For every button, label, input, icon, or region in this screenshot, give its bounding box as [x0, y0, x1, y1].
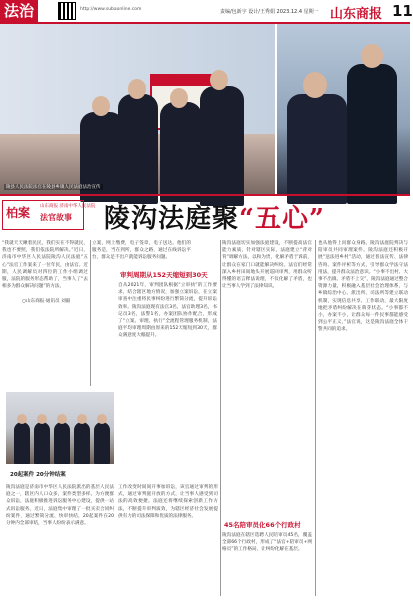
column-logo: 柏案	[6, 206, 31, 220]
headline-prefix: 陵沟法庭聚	[104, 204, 240, 234]
column-2-top: 立案，网上缴费，电子签章，电子送达。他们的服务是，当在到所，群众之路，通过在线诉讼平台，群众足不出户就能诉讼服务问题。	[92, 241, 191, 261]
column-rule	[220, 240, 221, 596]
column-4-body: 也从他得上问群众身路。陵沟法庭院判决与陪审员共同审理案件。陵沟法庭还积极开展“送法进乡村”活动，通过普法宣传、法律咨询、案件评析等方式，引导群众学法守法用法，提升群众法治意识。“小事不出村、大事不出镇、矛盾不上交”，陵沟法庭通过整合资源力量，积极融入基层社会治理体系，与乡镇综治中心、派出所、司法所等建立联动机制，实现信息共享、工作联动，最大限度地把矛盾纠纷解决在萌芽状态。“小事都不小，办案不小，让群众每一件民事都能感受到公平正义，”法官说，这是陵沟法庭全体干警共同的追求。	[318, 241, 408, 333]
headline-accent: “五心”	[239, 204, 325, 234]
main-photo-caption: 陵县人民法院法官在陵县乡镇人民法庭法治宣传	[6, 185, 101, 190]
main-photo	[0, 24, 275, 194]
section-tab: 法治	[0, 0, 38, 22]
masthead-paper-name: 山东商报	[330, 7, 383, 22]
subhead-2: 45名陪审员化66个行政村	[224, 521, 301, 529]
lower-left-body: 陵沟法庭是济南市中华区人民法院派出的基层人民法庭之一，辖区内人口众多，案件类型多样。为方便群众诉讼，法庭积极推进诉讼服务中心建设，提供一站式诉讼服务。近日，法庭集中审理了一批买卖合同纠纷案件，通过繁简分流、快审快结，20起案件在20分钟内全部审结，当事人纷纷表示满意。	[6, 485, 114, 527]
column-3-lower: 陵沟法庭在辖区选聘人民陪审员45名，覆盖全部66个行政村，形成了“法官+陪审员+网格员”的工作格局，让纠纷化解在基层。	[222, 533, 312, 553]
masthead-info: 责编/包新宇 设计/王秀娟 2023.12.4 星期一	[220, 9, 319, 15]
column-2-body: 自从2021年，审判团队根据“立审执”的工作要求，结合辖区地方情况，加强立案诉讼，在立案审查中注重将民事纠纷进行繁简分流，提升诉讼效率。陵沟法庭现有法官3名，法官助理3名，书记员3名，法警1名，办案团队协作配合，形成了“立案、审理、执行”全流程管理服务机制，法庭平均审理周期由原来的152天缩短到30天，群众满意度大幅提升。	[118, 283, 217, 339]
subhead-1: 审判周期从152天缩短到30天	[120, 271, 208, 279]
page-number: 11	[392, 2, 413, 20]
column-3-body: 陵沟法庭切实加强法庭建设，不断提高法官能力素质，针对辖区实际，法庭建立“背对背”调解方法，以和为贵，化解矛盾于诉前，让群众在家门口就能解决纠纷。法官们经常深入乡村田间地头开展巡回审判，用群众听得懂的语言释法说理，不仅化解了矛盾，也让当事人学到了法律知识。	[222, 241, 312, 290]
lead-paragraph: “我就天天瞅着民民，我们实在不得就民，我也不要照，我们依法院所解决。”近日，济南市中华区人民法院陵沟人民法庭“五心”法官工作案来了一位年民，由法官。近期，人民调解员对四位的工作小组调过服，法院的服务形态帮助了，当事人了“去相多为群众解决问题”的方法，	[2, 241, 88, 290]
byline: ○山东商报·通讯员 刘毅	[22, 299, 71, 304]
column-logo-sub: 山东商报 济南中华人民法院	[40, 204, 96, 209]
small-photo	[6, 392, 114, 464]
column-rule	[315, 240, 316, 596]
divider	[0, 194, 410, 196]
right-photo	[277, 24, 410, 194]
column-rule	[90, 240, 91, 386]
masthead-url: http://www.subaonline.com	[80, 7, 142, 12]
lower-middle-body: 工作改变时间间开事加诉讼，该官通过审判的形式，通过审判庭开放的方式，让当事人感受到司法的高效便捷。法庭还将继续探索创新工作方法，不断提升审判质效，为辖区经济社会发展提供有力的司法保障和优质的法律服务。	[118, 485, 218, 519]
small-photo-caption: 20起案件 20分钟结案	[10, 472, 66, 478]
headline	[104, 198, 325, 235]
qr-code-icon	[58, 2, 76, 20]
column-title: 法官故事	[40, 213, 72, 222]
